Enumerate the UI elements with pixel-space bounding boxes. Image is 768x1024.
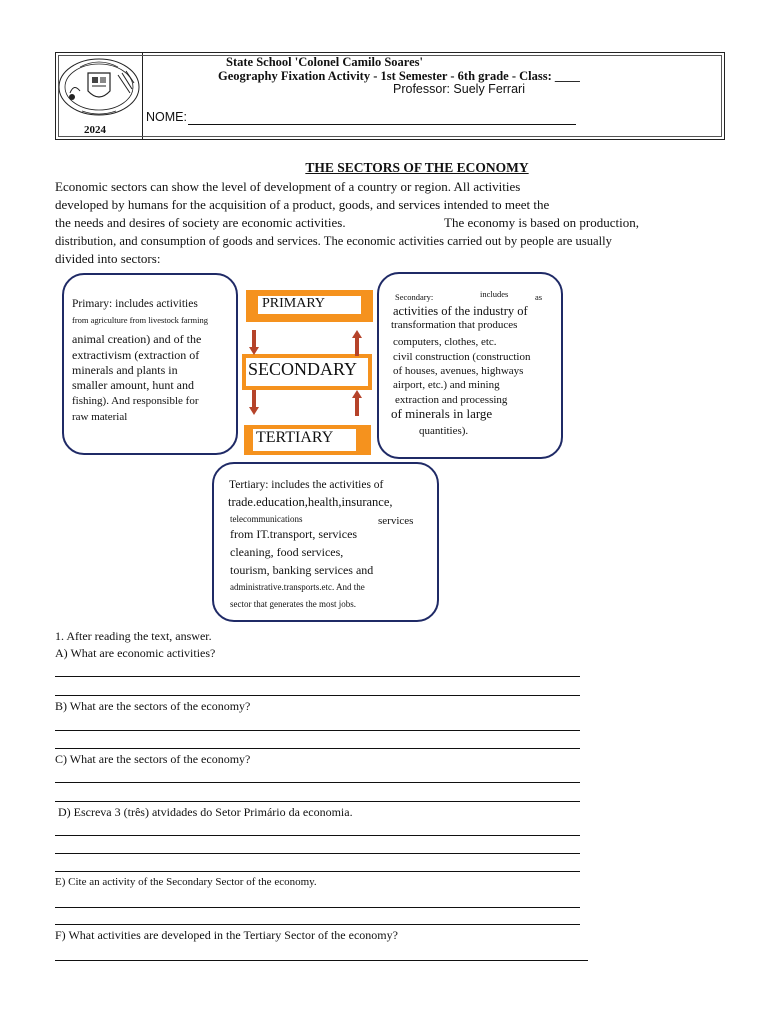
secondary-text-7: extraction and processing xyxy=(395,394,508,406)
secondary-as: as xyxy=(535,292,543,302)
secondary-label: Secondary: xyxy=(395,292,434,302)
answer-line[interactable] xyxy=(55,853,580,854)
sector-secondary-box xyxy=(242,354,372,390)
tertiary-text-6: cleaning, food services, xyxy=(230,545,344,559)
secondary-text-9: quantities). xyxy=(419,425,469,437)
answer-line[interactable] xyxy=(55,924,580,925)
tertiary-text-4: services xyxy=(378,515,414,527)
page-title: THE SECTORS OF THE ECONOMY xyxy=(305,160,529,175)
primary-text-5: minerals and plants in xyxy=(72,363,178,377)
header-box xyxy=(55,52,725,140)
secondary-description-box xyxy=(377,272,563,459)
activity-title: Geography Fixation Activity - 1st Semester - 6th grade - Class: ____ xyxy=(218,69,580,83)
question-b: B) What are the sectors of the economy? xyxy=(55,699,251,713)
question-d: D) Escreva 3 (três) atvidades do Setor Primário da economia. xyxy=(58,805,353,819)
secondary-text-8: of minerals in large xyxy=(391,406,493,421)
secondary-text-5: of houses, avenues, highways xyxy=(393,365,524,377)
secondary-includes: includes xyxy=(480,289,509,299)
tertiary-text-3: telecommunications xyxy=(230,514,303,524)
primary-text-4: extractivism (extraction of xyxy=(72,348,200,362)
sector-tertiary-box xyxy=(244,425,371,455)
sector-primary-label: PRIMARY xyxy=(262,296,326,311)
intro-line-1: Economic sectors can show the level of development of a country or region. All activities xyxy=(55,179,521,194)
school-name: State School 'Colonel Camilo Soares' xyxy=(226,55,423,69)
secondary-text-6: airport, etc.) and mining xyxy=(393,379,500,391)
answer-line[interactable] xyxy=(55,960,588,961)
secondary-text-3: computers, clothes, etc. xyxy=(393,336,497,348)
question-f: F) What activities are developed in the Tertiary Sector of the economy? xyxy=(55,928,398,942)
answer-line[interactable] xyxy=(55,695,580,696)
primary-text-2: from agriculture from livestock farming xyxy=(72,315,208,325)
answer-line[interactable] xyxy=(55,871,580,872)
question-e: E) Cite an activity of the Secondary Sector of the economy. xyxy=(55,876,317,888)
primary-text-8: raw material xyxy=(72,411,128,423)
tertiary-text-9: sector that generates the most jobs. xyxy=(230,599,356,609)
primary-text-7: fishing). And responsible for xyxy=(72,395,199,407)
arrow-down-icon xyxy=(248,330,260,356)
tertiary-description-box xyxy=(212,462,439,622)
sector-primary-box xyxy=(246,290,373,322)
sector-secondary-label: SECONDARY xyxy=(248,359,358,379)
answer-line[interactable] xyxy=(55,782,580,783)
school-year: 2024 xyxy=(84,124,106,136)
answer-line[interactable] xyxy=(55,801,580,802)
tertiary-text-2: trade.education,health,insurance, xyxy=(228,495,393,509)
primary-text-3: animal creation) and of the xyxy=(72,332,202,346)
arrow-up-icon xyxy=(351,330,363,356)
question-a: A) What are economic activities? xyxy=(55,646,216,660)
primary-text-6: smaller amount, hunt and xyxy=(72,378,194,392)
intro-line-2: developed by humans for the acquisition of a product, goods, and services intended to meet the xyxy=(55,197,550,212)
answer-line[interactable] xyxy=(55,748,580,749)
answer-line[interactable] xyxy=(55,676,580,677)
secondary-text-2: transformation that produces xyxy=(391,319,518,331)
professor-name: Professor: Suely Ferrari xyxy=(393,82,525,96)
question-c: C) What are the sectors of the economy? xyxy=(55,752,251,766)
school-crest-area xyxy=(56,53,143,139)
sector-tertiary-label: TERTIARY xyxy=(256,429,334,446)
intro-line-4: distribution, and consumption of goods and services. The economic activities carried out by people are usually xyxy=(55,234,612,248)
arrow-up-icon xyxy=(351,390,363,416)
tertiary-text-8: administrative.transports.etc. And the xyxy=(230,582,365,592)
questions-intro: 1. After reading the text, answer. xyxy=(55,629,212,643)
primary-text-1: Primary: includes activities xyxy=(72,298,198,310)
answer-line[interactable] xyxy=(55,730,580,731)
tertiary-text-5: from IT.transport, services xyxy=(230,527,358,541)
school-crest-icon xyxy=(56,53,142,123)
intro-line-5: divided into sectors: xyxy=(55,251,161,266)
secondary-text-1: activities of the industry of xyxy=(393,304,528,318)
intro-line-3a: the needs and desires of society are economic activities. xyxy=(55,215,346,230)
intro-line-3b: The economy is based on production, xyxy=(444,215,639,230)
answer-line[interactable] xyxy=(55,907,580,908)
arrow-down-icon xyxy=(248,390,260,416)
secondary-text-4: civil construction (construction xyxy=(393,351,531,363)
tertiary-text-7: tourism, banking services and xyxy=(230,563,374,577)
tertiary-text-1: Tertiary: includes the activities of xyxy=(229,479,384,491)
name-field[interactable] xyxy=(188,124,576,125)
primary-description-box xyxy=(62,273,238,455)
name-label: NOME: xyxy=(146,110,187,124)
answer-line[interactable] xyxy=(55,835,580,836)
